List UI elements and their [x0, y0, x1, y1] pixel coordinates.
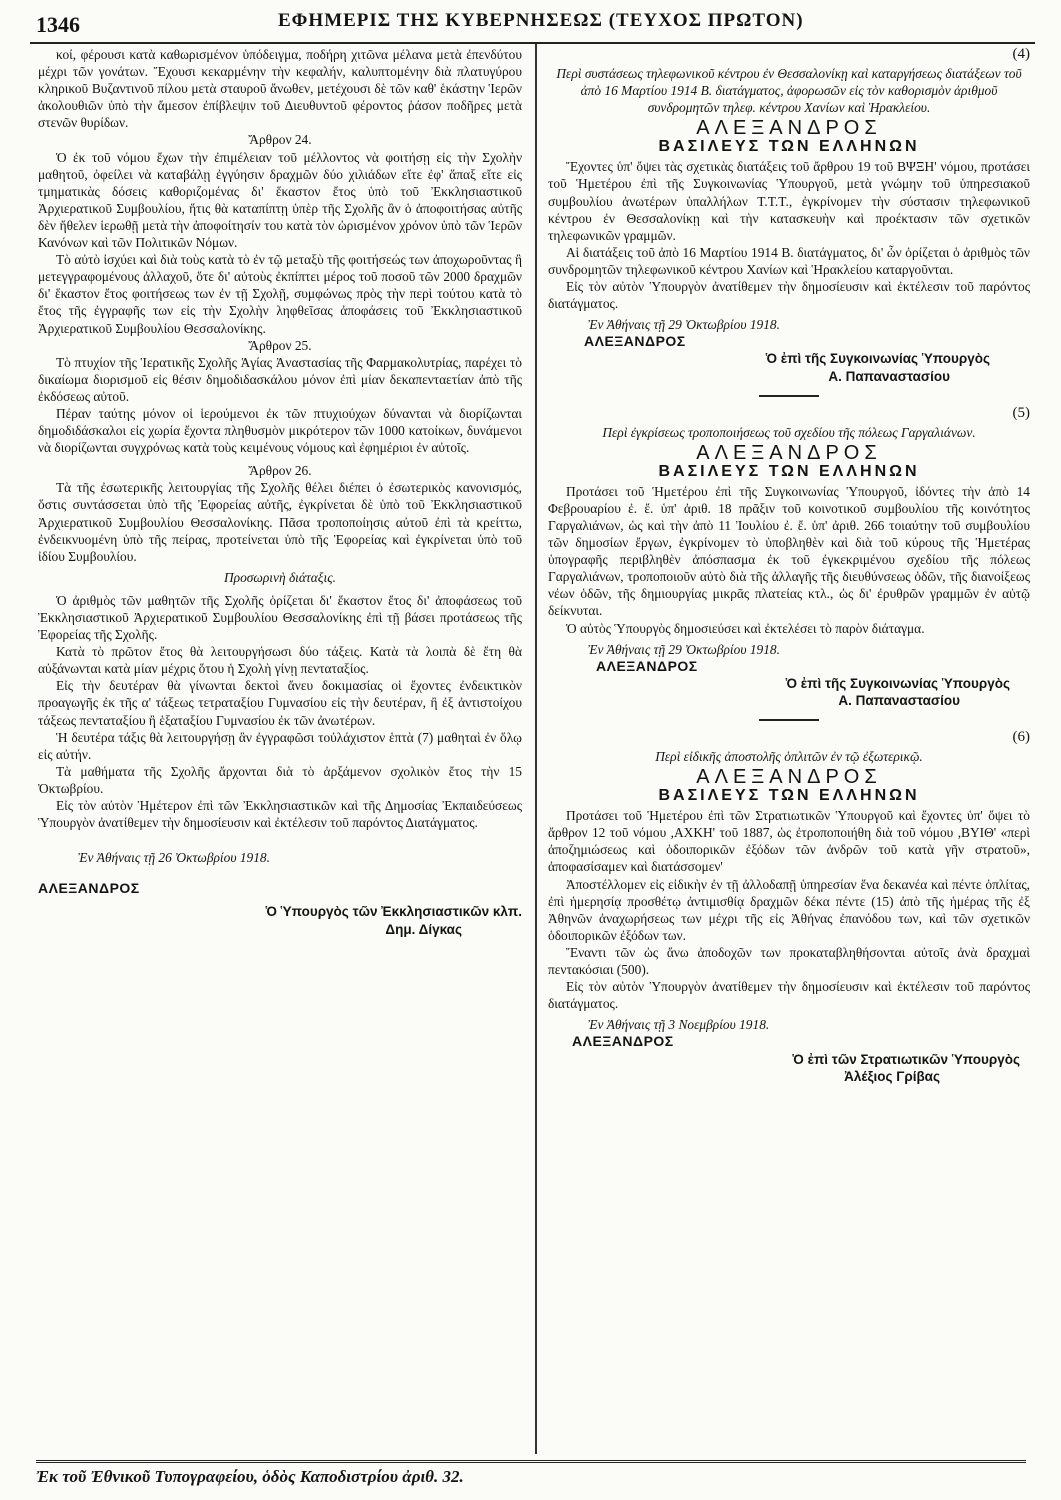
paragraph: Κατὰ τὸ πρῶτον ἔτος θὰ λειτουργήσωσι δύο τάξεις. Κατὰ τὰ λοιπὰ δὲ ἔτη θὰ αὐξάνωνται κατὰ μίαν μέχρις ὅτου ἡ Σχολὴ γίνῃ πενταταξίος.	[38, 644, 522, 677]
king-title: ΒΑΣΙΛΕΥΣ ΤΩΝ ΕΛΛΗΝΩΝ	[658, 138, 920, 156]
gazette-title: ΕΦΗΜΕΡΙΣ ΤΗΣ ΚΥΒΕΡΝΗΣΕΩΣ (ΤΕΥΧΟΣ ΠΡΩΤΟΝ)	[278, 10, 804, 31]
decree-4	[548, 46, 1030, 385]
decree-title: Περὶ ἐγκρίσεως τροποποιήσεως τοῦ σχεδίου τῆς πόλεως Γαργαλιάνων.	[602, 424, 976, 440]
decree-number: (6)	[1012, 729, 1030, 745]
paragraph: Εἰς τὸν αὐτὸν Ἡμέτερον ἐπὶ τῶν Ἐκκλησιαστικῶν καὶ τῆς Δημοσίας Ἐκπαιδεύσεως Ὑπουργὸν ἀνατίθεμεν τὴν δημοσίευσιν καὶ ἐκτέλεσιν τοῦ παρόντος Διατάγματος.	[38, 798, 522, 831]
king-title: ΒΑΣΙΛΕΥΣ ΤΩΝ ΕΛΛΗΝΩΝ	[658, 787, 920, 805]
right-column	[548, 46, 1030, 1085]
minister-name: Ἀλέξιος Γρίβας	[844, 1068, 940, 1084]
paragraph: κοί, φέρουσι κατὰ καθωρισμένον ὑπόδειγμα, ποδήρη χιτῶνα μέλανα μετὰ ἐπενδύτου μέχρι τῶν γονάτων. Ἔχουσι κεκαρμένην τὴν κεφαλήν, καλυπτομένην διὰ πλατυγύρου κληρικοῦ Βυζαντινοῦ πίλου μετὰ σταυροῦ ἄνωθεν, μετέχουσι δὲ τῶν καθ' ἑκάστην Ἱερῶν ἀκολουθιῶν ὑπὸ τὴν ἄμεσον ἐπίβλεψιν τοῦ Διευθυντοῦ φέροντος ῥάσον ποδῆρες μετὰ στενῶν θυρίδων.	[38, 47, 522, 131]
provisional-heading: Προσωρινὴ διάταξις.	[224, 569, 336, 585]
paragraph: Τὰ τῆς ἐσωτερικῆς λειτουργίας τῆς Σχολῆς θέλει διέπει ὁ ἐσωτερικὸς κανονισμός, ὅστις συντάσσεται ὑπὸ τῆς Ἐφορείας αὐτῆς, ἐγκρίνεται δὲ ὑπὸ τοῦ Ἐκκλησιαστικοῦ Ἀρχιερατικοῦ Συμβουλίου Θεσσαλονίκης. Πᾶσα τροποποίησις αὐτοῦ ἐπὶ τὰ κρείττω, ἐνδεικνυομένη ὑπὸ τῆς πείρας, προτείνεται ὑπὸ τῆς Ἐφορείας καὶ ἐγκρίνεται ὑπὸ τοῦ ἰδίου Συμβουλίου.	[38, 480, 522, 564]
paragraph: Εἰς τὴν δευτέραν θὰ γίνωνται δεκτοὶ ἄνευ δοκιμασίας οἱ ἔχοντες ἐνδεικτικὸν προαγωγῆς ἐκ τῆς α' τάξεως τετραταξίου Γυμνασίου εἰς τὴν δευτέραν, ἢ ἐξ ἀντιστοίχου τάξεως πενταταξίου ἢ ἑξαταξίου Γυμνασίου ἐκ τῶν ἀνωτέρων.	[38, 678, 522, 728]
paragraph: Τὸ αὐτὸ ἰσχύει καὶ διὰ τοὺς κατὰ τὸ ἐν τῷ μεταξὺ τῆς φοιτήσεώς των ἀποχωροῦντας ἢ μετεγγραφομένους ἀλλαχοῦ, ὅτε δι' αὐτοὺς ἐκπίπτει μέρος τοῦ ποσοῦ τῶν 2000 δραχμῶν δι' ἕκαστον ἔτος φοιτήσεως των ἐν τῇ Σχολῇ, συμφώνως πρὸς τὴν περὶ τούτου κατὰ τὸ ἔτος τῆς ἐγγραφῆς των εἰς τὴν Σχολὴν ληφθεῖσας ἀποφάσεις τοῦ Ἐκκλησιαστικοῦ Ἀρχιερατικοῦ Συμβουλίου Θεσσαλονίκης.	[38, 252, 522, 336]
decree-5	[548, 405, 1030, 709]
paragraph: Ὁ ἀριθμὸς τῶν μαθητῶν τῆς Σχολῆς ὁρίζεται δι' ἕκαστον ἔτος δι' ἀποφάσεως τοῦ Ἐκκλησιαστικοῦ Ἀρχιερατικοῦ Συμβουλίου Θεσσαλονίκης ἐπὶ τῇ βάσει προτάσεως τῆς Ἐφορείας τῆς Σχολῆς.	[38, 592, 522, 643]
paragraph: Προτάσει τοῦ Ἡμετέρου ἐπὶ τῶν Στρατιωτικῶν Ὑπουργοῦ καὶ ἔχοντες ὑπ' ὄψει τὸ ἄρθρον 12 τοῦ νόμου ,ΑΧΚΗ' τοῦ 1887, ὡς ἐτροποποιήθη διὰ τοῦ νόμου ,ΒΥΙΘ' «περὶ ἀποζημιώσεως καὶ ὁδοιπορικῶν ἐξόδων τῶν ἀνδρῶν τοῦ κατὰ γῆν στρατοῦ», ἀποφασίσαμεν καὶ διατάσσομεν'	[548, 808, 1030, 875]
paragraph: Πέραν ταύτης μόνον οἱ ἱερούμενοι ἐκ τῶν πτυχιούχων δύνανται νὰ διορίζωνται δημοδιδάσκαλοι εἰς χωρία ἔχοντα πληθυσμὸν μικρότερον τῶν 1000 κατοίκων, δυνάμενοι νὰ διορίζωνται συγχρόνως κατὰ τοὺς κειμένους νόμους καὶ ἐφημέριοι ἐν αὐτοῖς.	[38, 405, 522, 456]
left-column	[38, 46, 522, 938]
king-signature: ΑΛΕΞΑΝΔΡΟΣ	[584, 333, 686, 350]
paragraph: Τὰ μαθήματα τῆς Σχολῆς ἄρχονται διὰ τὸ ἀρξάμενον σχολικὸν ἔτος τὴν 15 Ὀκτωβρίου.	[38, 763, 522, 796]
paragraph: Ἀποστέλλομεν εἰς εἰδικὴν ἐν τῇ ἀλλοδαπῇ ὑπηρεσίαν ἕνα δεκανέα καὶ πέντε ὁπλίτας, ἐπὶ ἡμερησίᾳ προσθέτῳ ἀντιμισθίᾳ δραχμῶν δέκα πέντε (15) ἀπὸ τῆς ἡμέρας τῆς ἐξ Ἀθηνῶν ἀναχωρήσεως των μέχρι τῆς εἰς Ἀθήνας ἐπανόδου των, καὶ τῶν σχετικῶν ὁδοιπορικῶν ἐξόδων των.	[548, 876, 1030, 943]
article-heading: Ἄρθρον 24.	[248, 132, 312, 148]
decree-number: (4)	[1012, 46, 1030, 62]
column-divider	[535, 44, 537, 1454]
paragraph: Τὸ πτυχίον τῆς Ἱερατικῆς Σχολῆς Ἁγίας Ἀναστασίας τῆς Φαρμακολυτρίας, παρέχει τὸ δικαίωμα διορισμοῦ εἰς θέσιν δημοδιδασκάλου μόνον ἐπὶ μίαν δεκαπενταετίαν ἀπὸ τῆς ἐκδόσεως αὐτοῦ.	[38, 354, 522, 404]
decree-number: (5)	[1012, 404, 1030, 421]
article-heading: Ἄρθρον 25.	[248, 337, 312, 353]
paragraph: Εἰς τὸν αὐτὸν Ὑπουργὸν ἀνατίθεμεν τὴν δημοσίευσιν καὶ ἐκτέλεσιν τοῦ παρόντος διατάγματος.	[548, 979, 1030, 1012]
king-name: ΑΛΕΞΑΝΔΡΟΣ	[696, 766, 882, 789]
paragraph: Ὁ ἐκ τοῦ νόμου ἔχων τὴν ἐπιμέλειαν τοῦ μέλλοντος νὰ φοιτήσῃ εἰς τὴν Σχολὴν μαθητοῦ, ὀφείλει νὰ καταβάλῃ ἐγγύησιν δραχμῶν δύο χιλιάδων εἴτε ἐφ' ἅπαξ εἴτε εἰς τμηματικὰς δόσεις καθοριζομένας δι' ἕκαστον ἔτος ὑπὸ τοῦ Ἐκκλησιαστικοῦ Ἀρχιερατικοῦ Συμβουλίου, ἥτις θὰ καταπίπτῃ ὑπὲρ τῆς Σχολῆς ἂν ὁ ἀποφοιτήσας αὐτῆς δὲν ἤθελεν ἱερωθῇ μετὰ τὴν ἀποφοίτησίν του κατὰ τὸν ὡρισμένον χρόνον ὑπὸ τῶν Ἱερῶν Κανόνων καὶ τῶν Πολιτικῶν Νόμων.	[38, 149, 522, 251]
printer-imprint: Ἐκ τοῦ Ἐθνικοῦ Τυπογραφείου, ὁδὸς Καποδιστρίου ἀριθ. 32.	[36, 1460, 1026, 1487]
minister-name: Α. Παπαναστασίου	[828, 368, 950, 384]
minister-role: Ὁ ἐπὶ τῆς Συγκοινωνίας Ὑπουργὸς	[765, 351, 990, 367]
article-heading: Ἄρθρον 26.	[248, 463, 312, 479]
king-name: ΑΛΕΞΑΝΔΡΟΣ	[696, 441, 882, 464]
paragraph: Ἔναντι τῶν ὡς ἄνω ἀποδοχῶν των προκαταβληθήσονται αὐτοῖς ἀνὰ δραχμαὶ πεντακόσιαι (500).	[548, 944, 1030, 978]
date-line: Ἐν Ἀθήναις τῇ 26 Ὀκτωβρίου 1918.	[78, 850, 270, 866]
king-signature: ΑΛΕΞΑΝΔΡΟΣ	[38, 880, 140, 897]
king-signature: ΑΛΕΞΑΝΔΡΟΣ	[572, 1033, 674, 1050]
paragraph: Ἔχοντες ὑπ' ὄψει τὰς σχετικὰς διατάξεις τοῦ ἄρθρου 19 τοῦ ΒΨΞΗ' νόμου, προτάσει τοῦ Ἡμετέρου ἐπὶ τῆς Συγκοινωνίας Ὑπουργοῦ, μετὰ γνώμην τοῦ ὑπηρεσιακοῦ συμβουλίου ἀνωτέρων ὑπαλλήλων Τ.Τ.Τ., ἐγκρίνομεν τὴν σύστασιν τηλεφωνικοῦ κέντρου ἐν Θεσσαλονίκῃ καὶ τὴν κατασκευὴν καὶ προέκτασιν τῶν σχετικῶν τηλεφωνικῶν γραμμῶν.	[548, 159, 1030, 243]
king-name: ΑΛΕΞΑΝΔΡΟΣ	[696, 117, 882, 140]
paragraph: Ἡ δευτέρα τάξις θὰ λειτουργήσῃ ἂν ἐγγραφῶσι τοὐλάχιστον ἑπτὰ (7) μαθηταὶ ἐν ὅλῳ εἰς αὐτήν.	[38, 729, 522, 762]
king-signature: ΑΛΕΞΑΝΔΡΟΣ	[596, 657, 698, 674]
minister-name: Α. Παπαναστασίου	[838, 692, 960, 708]
paragraph: Εἰς τὸν αὐτὸν Ὑπουργὸν ἀνατίθεμεν τὴν δημοσίευσιν καὶ ἐκτέλεσιν τοῦ παρόντος διατάγματος.	[548, 279, 1030, 312]
section-divider	[759, 719, 819, 721]
decree-title: Περὶ συστάσεως τηλεφωνικοῦ κέντρου ἐν Θεσσαλονίκῃ καὶ καταργήσεως διατάξεων τοῦ ἀπὸ 16 Μαρτίου 1914 Β. διατάγματος, ἀφορωσῶν εἰς τὸν καθορισμὸν ἀριθμοῦ συνδρομητῶν τηλεφ. κέντρου Χανίων καὶ Ἡρακλείου.	[556, 66, 1022, 116]
minister-role: Ὁ ἐπὶ τῶν Στρατιωτικῶν Ὑπουργὸς	[792, 1051, 1020, 1067]
page-number: 1346	[36, 12, 80, 37]
paragraph: Ὁ αὐτὸς Ὑπουργὸς δημοσιεύσει καὶ ἐκτελέσει τὸ παρὸν διάταγμα.	[566, 620, 925, 636]
minister-name: Δημ. Δίγκας	[385, 921, 462, 937]
minister-role: Ὁ ἐπὶ τῆς Συγκοινωνίας Ὑπουργὸς	[785, 675, 1010, 691]
date-line: Ἐν Ἀθήναις τῇ 29 Ὀκτωβρίου 1918.	[588, 317, 780, 333]
paragraph: Προτάσει τοῦ Ἡμετέρου ἐπὶ τῆς Συγκοινωνίας Ὑπουργοῦ, ἰδόντες τὴν ἀπὸ 14 Φεβρουαρίου ἐ. ἔ. ὑπ' ἀριθ. 18 πρᾶξιν τοῦ κοινοτικοῦ συμβουλίου τῆς κοινότητος Γαργαλιάνων, ὡς καὶ τὴν ἀπὸ 11 Ἰουλίου ἐ. ἔ. ὑπ' ἀριθ. 266 τοιαύτην τοῦ συμβουλίου τῶν δημοσίων ἔργων, ἐγκρίνομεν τὸ ὑποβληθὲν καὶ διὰ τοῦ κύρους τῆς Ἡμετέρας ὑπογραφῆς περιβληθὲν ἀπόσπασμα ἐκ τοῦ ἐγκεκριμένου σχεδίου τῆς πόλεως Γαργαλιάνων, τροποποιοῦν αὐτὸ διὰ τῆς ἀλλαγῆς τῆς διευθύνσεως ὁδῶν, τῆς διανοίξεως νέων ὁδῶν, τῆς δημιουργίας μικρᾶς πλατείας κτλ., ὡς δι' ἐρυθρῶν γραμμῶν ἐν αὐτῷ δείκνυται.	[548, 483, 1030, 619]
decree-6	[548, 729, 1030, 1085]
section-divider	[759, 395, 819, 397]
date-line: Ἐν Ἀθήναις τῇ 29 Ὀκτωβρίου 1918.	[588, 641, 780, 657]
minister-role: Ὁ Ὑπουργὸς τῶν Ἐκκλησιαστικῶν κλπ.	[265, 904, 522, 920]
decree-title: Περὶ εἰδικῆς ἀποστολῆς ὁπλιτῶν ἐν τῷ ἐξωτερικῷ.	[655, 749, 923, 765]
date-line: Ἐν Ἀθήναις τῇ 3 Νοεμβρίου 1918.	[588, 1017, 770, 1033]
paragraph: Αἱ διατάξεις τοῦ ἀπὸ 16 Μαρτίου 1914 Β. διατάγματος, δι' ὧν ὁρίζεται ὁ ἀριθμὸς τῶν συνδρομητῶν τηλεφωνικοῦ κέντρου Χανίων καὶ Ἡρακλείου καταργοῦνται.	[548, 244, 1030, 277]
king-title: ΒΑΣΙΛΕΥΣ ΤΩΝ ΕΛΛΗΝΩΝ	[658, 462, 920, 480]
page-header	[30, 6, 1035, 44]
